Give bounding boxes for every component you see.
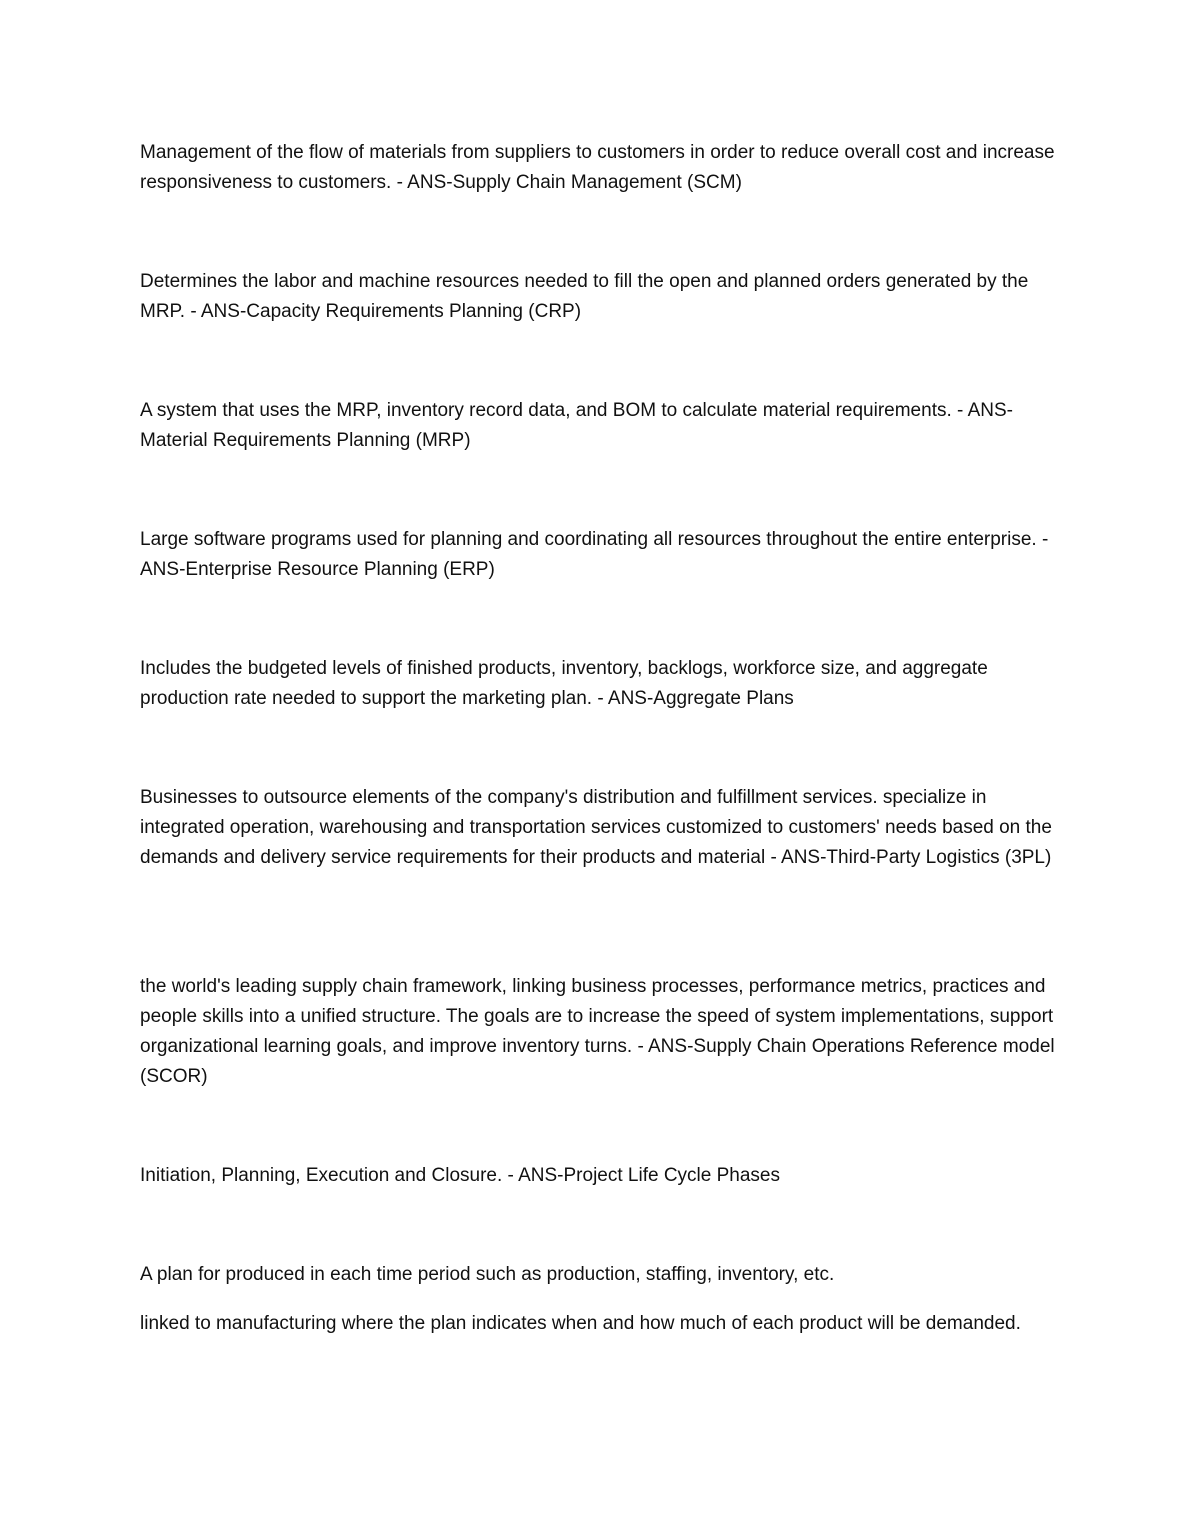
paragraph-scm: Management of the flow of materials from suppliers to customers in order to reduce overall cost and increase responsiveness to customers. - ANS-Supply Chain Management (SCM) (140, 142, 1055, 193)
paragraph-crp: Determines the labor and machine resources needed to fill the open and planned orders generated by the MRP. - ANS-Capacity Requirements Planning (CRP) (140, 271, 1029, 322)
paragraph-scor: the world's leading supply chain framework, linking business processes, performance metrics, practices and people skills into a unified structure. The goals are to increase the speed of system implementations, support organizational learning goals, and improve inventory turns. - ANS-Supply Chain Operations Reference model (SCOR) (140, 976, 1055, 1087)
paragraph-plan-manufacturing: linked to manufacturing where the plan indicates when and how much of each product will be demanded. (140, 1313, 1021, 1334)
paragraph-aggregate-plans: Includes the budgeted levels of finished products, inventory, backlogs, workforce size, and aggregate production rate needed to support the marketing plan. - ANS-Aggregate Plans (140, 658, 988, 709)
paragraph-erp: Large software programs used for planning and coordinating all resources throughout the entire enterprise. - ANS-Enterprise Resource Planning (ERP) (140, 529, 1049, 580)
paragraph-mrp: A system that uses the MRP, inventory record data, and BOM to calculate material requirements. - ANS-Material Requirements Planning (MRP) (140, 400, 1013, 451)
paragraph-plan-definition: A plan for produced in each time period such as production, staffing, inventory, etc. (140, 1264, 835, 1285)
paragraph-3pl: Businesses to outsource elements of the company's distribution and fulfillment services. specialize in integrated operation, warehousing and transportation services customized to customers' needs based on the demands and delivery service requirements for their products and material - ANS-Third-Party Logistics (3PL) (140, 787, 1052, 868)
paragraph-project-life-cycle: Initiation, Planning, Execution and Closure. - ANS-Project Life Cycle Phases (140, 1165, 780, 1186)
